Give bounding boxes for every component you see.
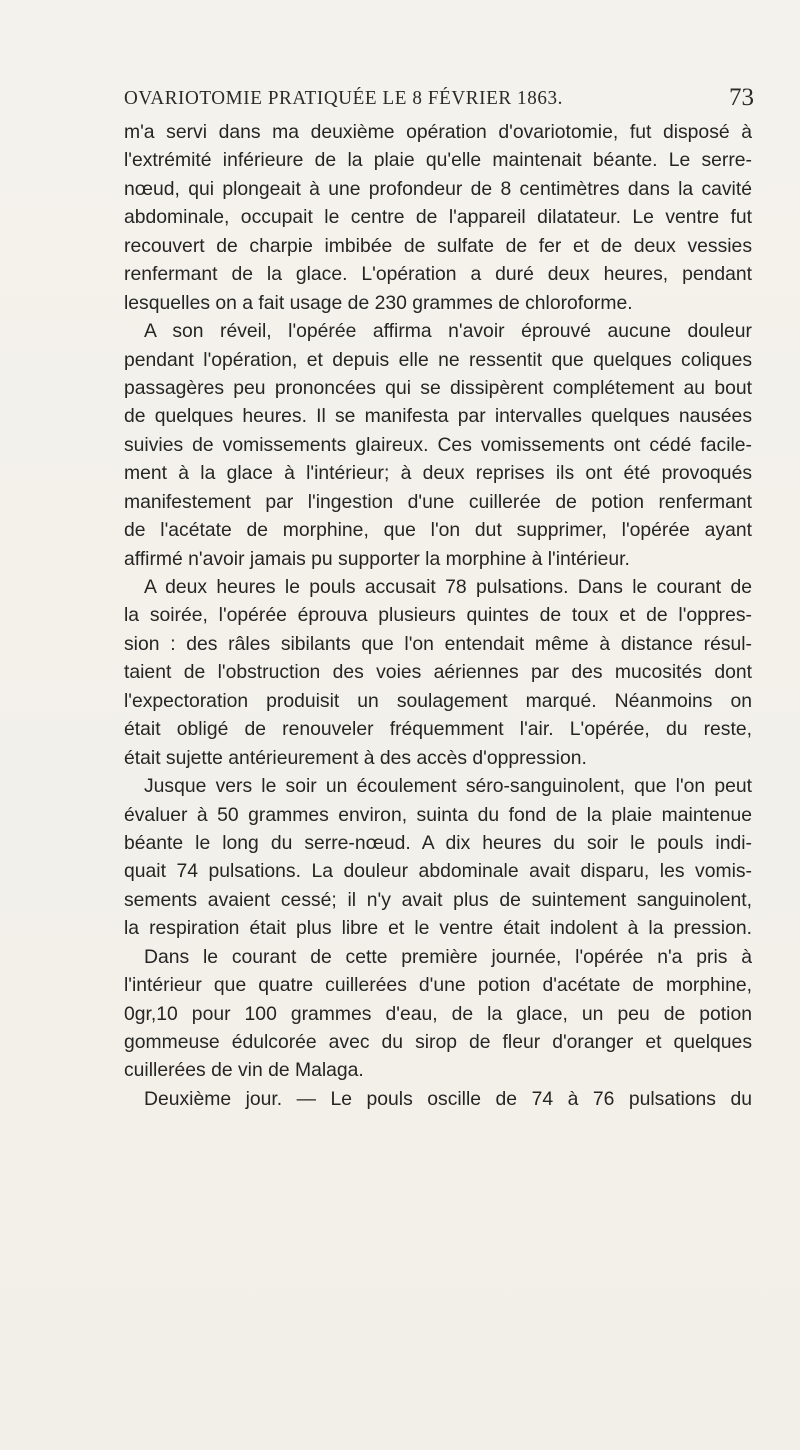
text-line-31: l'intérieur que quatre cuillerées d'une potion d'acétate de morphine, — [124, 974, 752, 997]
text-line-16: affirmé n'avoir jamais pu supporter la morphine à l'intérieur. — [124, 547, 630, 570]
text-line-7: lesquelles on a fait usage de 230 grammes de chloroforme. — [124, 291, 633, 314]
text-line-21: l'expectoration produisit un soulagement marqué. Néanmoins on — [124, 689, 752, 712]
page-number: 73 — [729, 84, 754, 111]
text-line-32: 0gr,10 pour 100 grammes d'eau, de la glace, un peu de potion — [124, 1002, 752, 1025]
text-line-11: de quelques heures. Il se manifesta par intervalles quelques nausées — [124, 405, 752, 428]
text-line-30: Dans le courant de cette première journée, l'opérée n'a pris à — [144, 945, 752, 968]
text-line-10: passagères peu prononcées qui se dissipèrent complétement au bout — [124, 376, 752, 399]
body-text — [124, 118, 752, 1113]
text-line-2: l'extrémité inférieure de la plaie qu'elle maintenait béante. Le serre- — [124, 149, 752, 172]
text-line-34: cuillerées de vin de Malaga. — [124, 1059, 364, 1082]
text-line-18: la soirée, l'opérée éprouva plusieurs quintes de toux et de l'oppres- — [124, 604, 752, 627]
text-line-8: A son réveil, l'opérée affirma n'avoir éprouvé aucune douleur — [144, 320, 752, 343]
text-line-5: recouvert de charpie imbibée de sulfate de fer et de deux vessies — [124, 234, 752, 257]
text-line-1: m'a servi dans ma deuxième opération d'ovariotomie, fut disposé à — [124, 121, 752, 143]
text-line-15: de l'acétate de morphine, que l'on dut supprimer, l'opérée ayant — [124, 519, 752, 542]
text-line-35: Deuxième jour. — Le pouls oscille de 74 à 76 pulsations du — [144, 1087, 752, 1110]
text-line-17: A deux heures le pouls accusait 78 pulsations. Dans le courant de — [144, 576, 752, 598]
text-line-29: la respiration était plus libre et le ventre était indolent à la pression. — [124, 917, 752, 940]
text-line-19: sion : des râles sibilants que l'on entendait même à distance résul- — [124, 632, 752, 655]
running-title: OVARIOTOMIE PRATIQUÉE LE 8 FÉVRIER 1863. — [124, 88, 563, 109]
text-line-6: renfermant de la glace. L'opération a duré deux heures, pendant — [124, 263, 752, 286]
text-line-25: évaluer à 50 grammes environ, suinta du fond de la plaie maintenue — [124, 803, 752, 826]
text-line-24: Jusque vers le soir un écoulement séro-sanguinolent, que l'on peut — [144, 775, 752, 798]
text-line-26: béante le long du serre-nœud. A dix heures du soir le pouls indi- — [124, 831, 752, 854]
text-line-14: manifestement par l'ingestion d'une cuillerée de potion renfermant — [124, 490, 752, 513]
text-line-20: taient de l'obstruction des voies aériennes par des mucosités dont — [124, 661, 752, 684]
text-line-27: quait 74 pulsations. La douleur abdominale avait disparu, les vomis- — [124, 860, 752, 883]
text-line-28: sements avaient cessé; il n'y avait plus de suintement sanguinolent, — [124, 888, 752, 911]
text-line-23: était sujette antérieurement à des accès d'oppression. — [124, 746, 587, 769]
text-line-9: pendant l'opération, et depuis elle ne ressentit que quelques coliques — [124, 348, 752, 371]
text-line-12: suivies de vomissements glaireux. Ces vomissements ont cédé facile- — [124, 433, 752, 456]
text-line-3: nœud, qui plongeait à une profondeur de 8 centimètres dans la cavité — [124, 177, 752, 200]
text-line-13: ment à la glace à l'intérieur; à deux reprises ils ont été provoqués — [124, 462, 752, 485]
text-line-22: était obligé de renouveler fréquemment l'air. L'opérée, du reste, — [124, 718, 752, 741]
text-line-33: gommeuse édulcorée avec du sirop de fleur d'oranger et quelques — [124, 1031, 752, 1053]
running-header — [124, 84, 754, 116]
text-line-4: abdominale, occupait le centre de l'appareil dilatateur. Le ventre fut — [124, 206, 752, 229]
